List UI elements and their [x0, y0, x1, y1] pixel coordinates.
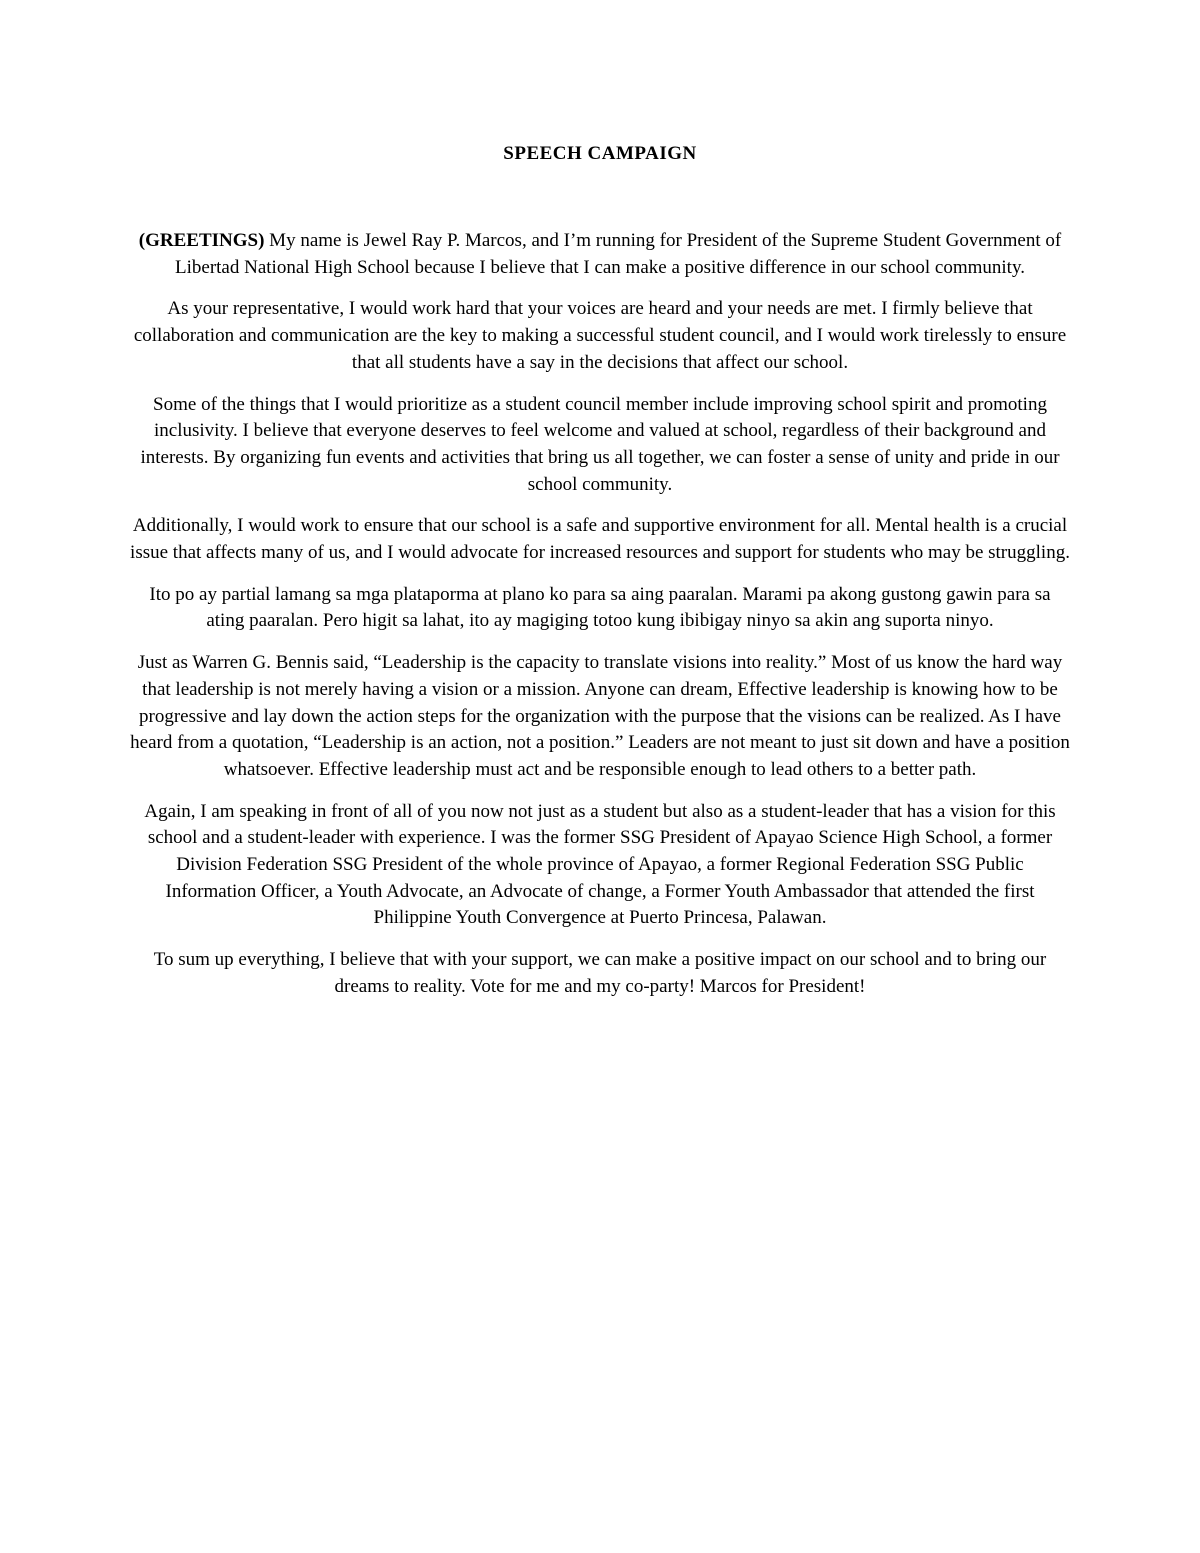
paragraph-leadership-quote: Just as Warren G. Bennis said, “Leadership is the capacity to translate visions into reality.” Most of us know the hard way that leadership is not merely having a vision or a mission. Anyone can dream, Effective leadership is knowing how to be progressive and lay down the action steps for the organization with the purpose that the visions can be realized. As I have heard from a quotation, “Leadership is an action, not a position.” Leaders are not meant to just sit down and have a position whatsoever. Effective leadership must act and be responsible enough to lead others to a better path. — [130, 652, 1070, 780]
greetings-label: (GREETINGS) — [138, 230, 265, 251]
paragraph-representative: As your representative, I would work hard that your voices are heard and your needs are met. I firmly believe that collaboration and communication are the key to making a successful student council, and I would work tirelessly to ensure that all students have a say in the decisions that affect our school. — [133, 298, 1067, 373]
page-title: SPEECH CAMPAIGN — [503, 143, 697, 164]
paragraph-closing: To sum up everything, I believe that with your support, we can make a positive impact on our school and to bring our dreams to reality. Vote for me and my co-party! Marcos for President! — [153, 949, 1047, 997]
paragraph-filipino: Ito po ay partial lamang sa mga plataporma at plano ko para sa aing paaralan. Marami pa akong gustong gawin para sa ating paaralan. Pero higit sa lahat, ito ay magiging totoo kung ibibigay ninyo sa akin ang suporta ninyo. — [149, 583, 1051, 632]
paragraph-experience: Again, I am speaking in front of all of you now not just as a student but also as a student-leader that has a vision for this school and a student-leader with experience. I was the former SSG President of Apayao Science High School, a former Division Federation SSG President of the whole province of Apayao, a former Regional Federation SSG Public Information Officer, a Youth Advocate, an Advocate of change, a Former Youth Ambassador that attended the first Philippine Youth Convergence at Puerto Princesa, Palawan. — [144, 800, 1056, 929]
paragraph-priorities: Some of the things that I would prioritize as a student council member include improving school spirit and promoting inclusivity. I believe that everyone deserves to feel welcome and valued at school, regardless of their background and interests. By organizing fun events and activities that bring us all together, we can foster a sense of unity and pride in our school community. — [140, 393, 1060, 495]
speech-body — [130, 228, 1070, 1016]
paragraph-text: My name is Jewel Ray P. Marcos, and I’m running for President of the Supreme Student Government of Libertad National High School because I believe that I can make a positive difference in our school community. — [175, 230, 1062, 278]
paragraph-mental-health: Additionally, I would work to ensure that our school is a safe and supportive environment for all. Mental health is a crucial issue that affects many of us, and I would advocate for increased resources and support for students who may be struggling. — [130, 515, 1070, 564]
paragraph-greetings — [130, 228, 1070, 281]
